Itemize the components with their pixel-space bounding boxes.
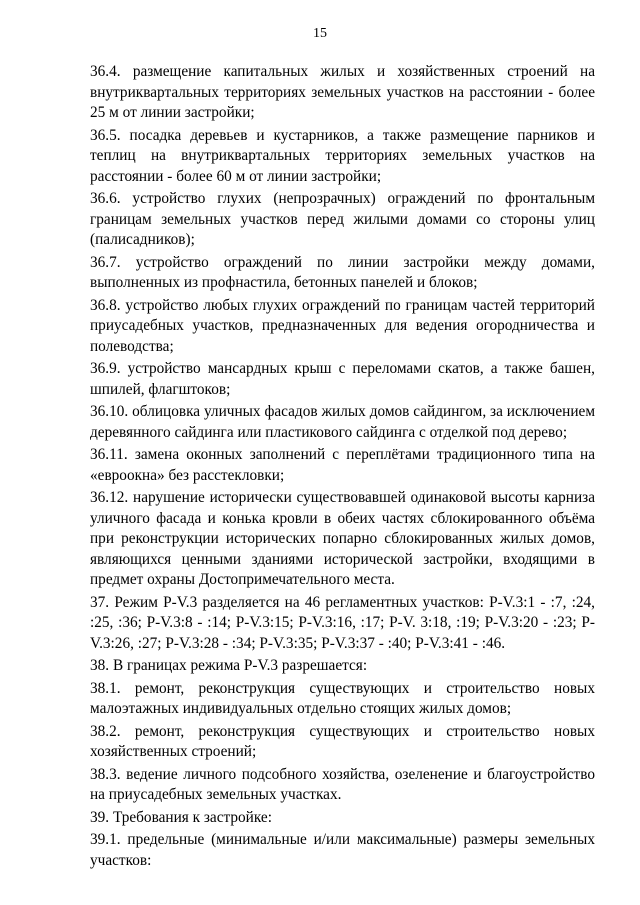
paragraph-38-3: 38.3. ведение личного подсобного хозяйства, озеленение и благоустройство на приусадебных земельных участках. — [90, 765, 595, 803]
paragraph-39: 39. Требования к застройке: — [90, 808, 272, 826]
paragraph-36-4: 36.4. размещение капитальных жилых и хозяйственных строений на внутриквартальных территориях земельных участков на расстоянии - более 25 м от линии застройки; — [90, 63, 595, 121]
paragraph-36-12: 36.12. нарушение исторически существовавшей одинаковой высоты карниза уличного фасада и конька кровли в обеих частях сблокированного объёма при реконструкции исторических попарно сблокированных жилых домов, являющихся ценными зданиями исторической застройки, входящими в предмет охраны Достопримечательного места. — [90, 489, 595, 588]
document-body — [90, 62, 595, 873]
paragraph-36-6: 36.6. устройство глухих (непрозрачных) ограждений по фронтальным границам земельных участков перед жилыми домами со стороны улиц (палисадников); — [90, 190, 595, 248]
paragraph-36-8: 36.8. устройство любых глухих ограждений по границам частей территорий приусадебных участков, предназначенных для ведения огородничества и полеводства; — [90, 296, 595, 355]
paragraph-36-5: 36.5. посадка деревьев и кустарников, а также размещение парников и теплиц на внутриквартальных территориях земельных участков на расстоянии - более 60 м от линии застройки; — [90, 126, 595, 185]
paragraph-37: 37. Режим Р-V.3 разделяется на 46 регламентных участков: Р-V.3:1 - :7, :24, :25, :36; Р-V.3:8 - :14; Р-V.3:15; Р-V.3:16, :17; Р-V. 3:18, :19; Р-V.3:20 - :23; Р-V.3:26, :27; Р-V.3:28 - :34; Р-V.3:35; Р-V.3:37 - :40; Р-V.3:41 - :46. — [90, 593, 595, 652]
paragraph-38: 38. В границах режима Р-V.3 разрешается: — [90, 657, 368, 674]
paragraph-36-9: 36.9. устройство мансардных крыш с переломами скатов, а также башен, шпилей, флагштоков; — [90, 360, 595, 398]
paragraph-39-1: 39.1. предельные (минимальные и/или максимальные) размеры земельных участков: — [90, 831, 595, 869]
paragraph-36-10: 36.10. облицовка уличных фасадов жилых домов сайдингом, за исключением деревянного сайдинга или пластикового сайдинга с отделкой под дерево; — [90, 403, 595, 441]
paragraph-36-7: 36.7. устройство ограждений по линии застройки между домами, выполненных из профнастила, бетонных панелей и блоков; — [90, 253, 595, 291]
paragraph-36-11: 36.11. замена оконных заполнений с переплётами традиционного типа на «евроокна» без расстекловки; — [90, 446, 595, 484]
paragraph-38-2: 38.2. ремонт, реконструкция существующих и строительство новых хозяйственных строений; — [90, 722, 595, 760]
page-number: 15 — [313, 26, 327, 41]
paragraph-38-1: 38.1. ремонт, реконструкция существующих и строительство новых малоэтажных индивидуальных отдельно стоящих жилых домов; — [90, 679, 595, 717]
